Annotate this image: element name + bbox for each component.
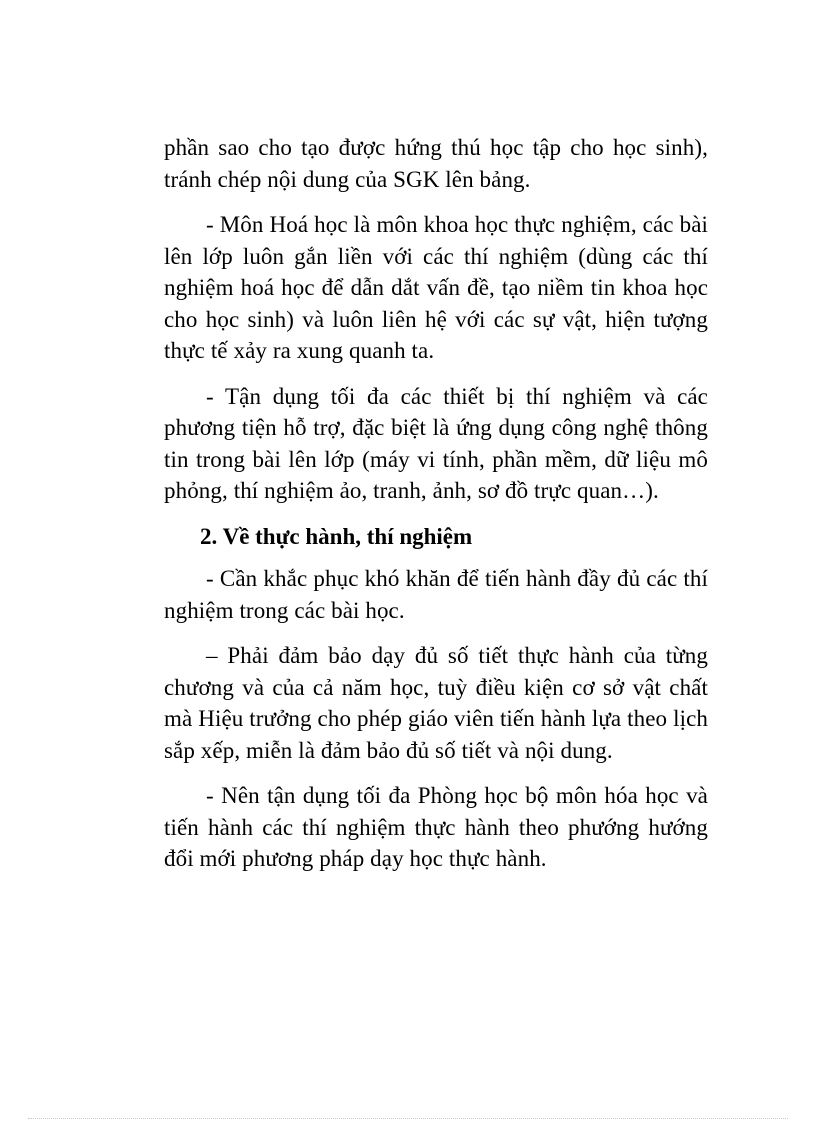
- paragraph-chemistry-experimental: - Môn Hoá học là môn khoa học thực nghiệm, các bài lên lớp luôn gắn liền với các thí nghiệm (dùng các thí nghiệm hoá học để dẫn dắt vấn đề, tạo niềm tin khoa học cho học sinh) và luôn liên hệ với các sự vật, hiện tượng thực tế xảy ra xung quanh ta.: [164, 212, 708, 363]
- paragraph-practice-periods: – Phải đảm bảo dạy đủ số tiết thực hành của từng chương và của cả năm học, tuỳ điều kiện cơ sở vật chất mà Hiệu trưởng cho phép giáo viên tiến hành lựa theo lịch sắp xếp, miễn là đảm bảo đủ số tiết và nội dung.: [164, 643, 708, 763]
- paragraph-equipment-usage: - Tận dụng tối đa các thiết bị thí nghiệm và các phương tiện hỗ trợ, đặc biệt là ứng dụng công nghệ thông tin trong bài lên lớp (máy vi tính, phần mềm, dữ liệu mô phỏng, thí nghiệm ảo, tranh, ảnh, sơ đồ trực quan…).: [164, 383, 708, 503]
- page-bottom-divider: [28, 1118, 788, 1119]
- document-page: [164, 132, 708, 889]
- section-heading-practice: 2. Về thực hành, thí nghiệm: [200, 523, 473, 549]
- paragraph-lab-room: - Nên tận dụng tối đa Phòng học bộ môn hóa học và tiến hành các thí nghiệm thực hành theo phướng hướng đổi mới phương pháp dạy học thực hành.: [164, 783, 708, 871]
- paragraph-continuation: phần sao cho tạo được hứng thú học tập cho học sinh), tránh chép nội dung của SGK lên bảng.: [164, 135, 708, 192]
- paragraph-overcome-difficulties: - Cần khắc phục khó khăn để tiến hành đầy đủ các thí nghiệm trong các bài học.: [164, 566, 708, 623]
